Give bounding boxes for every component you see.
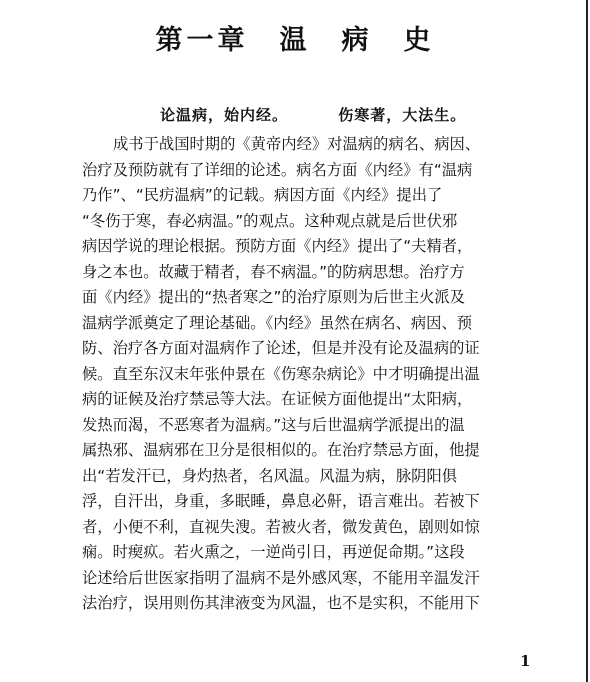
text-line: 痫。时瘈疭。若火熏之，一逆尚引日，再逆促命期。”这段 [82,543,465,561]
text-line: 病的证候及治疗禁忌等大法。在证候方面他提出“太阳病， [82,390,473,408]
text-line: 发热而渴，不恶寒者为温病。”这与后世温病学派提出的温 [82,415,465,434]
chapter-title: 第一章 温 病 史 [155,25,435,56]
text-line: 成书于战国时期的《黄帝内经》对温病的病名、病因、 [113,135,481,153]
text-line: 浮，自汗出，身重，多眠睡，鼻息必鼾，语言难出。若被下 [82,492,480,510]
text-line: 身之本也。故藏于精者，春不病温。”的防病思想。治疗方 [82,262,465,281]
text-line: 面《内经》提出的“热者寒之”的治疗原则为后世主火派及 [82,288,465,306]
motto-part-1: 论温病，始内经。 [160,106,289,124]
text-line: 乃作”、“民疠温病”的记载。病因方面《内经》提出了 [82,186,443,204]
text-line: 法治疗，误用则伤其津液变为风温，也不是实积，不能用下 [82,594,480,612]
text-line: “冬伤于寒，春必病温。”的观点。这种观点就是后世伏邪 [82,211,458,230]
text-line: 属热邪、温病邪在卫分是很相似的。在治疗禁忌方面，他提 [82,441,480,459]
text-line: 防、治疗各方面对温病作了论述，但是并没有论及温病的证 [82,339,480,357]
text-line: 温病学派奠定了理论基础。《内经》虽然在病名、病因、预 [82,313,473,332]
text-line: 候。直至东汉末年张仲景在《伤寒杂病论》中才明确提出温 [82,364,480,383]
page-number: 1 [520,652,531,670]
motto-part-2: 伤寒著，大法生。 [338,106,467,124]
text-line: 论述给后世医家指明了温病不是外感风寒，不能用辛温发汗 [82,568,480,587]
body-paragraph [82,132,552,617]
chapter-motto [160,104,520,125]
text-line: 出“若发汗已，身灼热者，名风温。风温为病，脉阴阳俱 [82,466,458,485]
page-edge-line [586,0,588,682]
text-line: 病因学说的理论根据。预防方面《内经》提出了“夫精者， [82,237,473,255]
text-line: 者，小便不利，直视失溲。若被火者，微发黄色，剧则如惊 [82,517,480,536]
text-line: 治疗及预防就有了详细的论述。病名方面《内经》有“温病 [82,160,473,179]
